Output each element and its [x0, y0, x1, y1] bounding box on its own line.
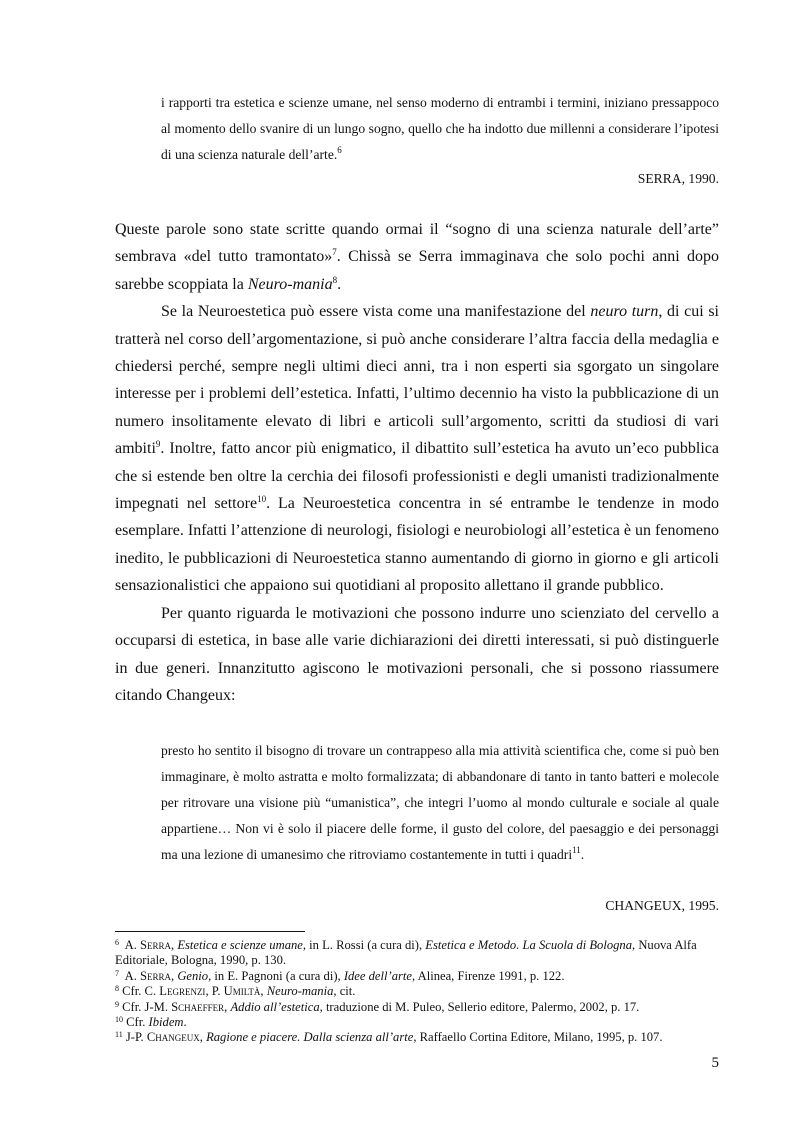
footnote: $^9$ Cfr. J-M. Schaeffer, Addio all’estetica, traduzione di M. Puleo, Sellerio editore, Palermo, 2002, p. 17. — [115, 999, 640, 1014]
footnote-ref[interactable]: 6 — [337, 145, 342, 155]
footnote-ref[interactable]: 11 — [572, 845, 581, 855]
page-number: 5 — [711, 1055, 719, 1071]
footnote: $^6$ A. Serra, Estetica e scienze umane, in L. Rossi (a cura di), Estetica e Metodo. La Scuola di Bologna, Nuova Alfa Editoriale, Bologna, 1990, p. 130. — [115, 938, 697, 968]
quote-text: presto ho sentito il bisogno di trovare un contrappeso alla mia attività scientifica che, come si può ben immaginare, è molto astratta e molto formalizzata; di abbandonare di tanto in tanto batteri e molecole per ritrovare una visione più “umanistica”, che integri l’uomo al mondo culturale e sociale al quale appartiene… Non vi è solo il piacere delle forme, il gusto del colore, del paesaggio e dei personaggi ma una lezione di umanesimo che ritroviamo costantemente in tutti i quadri — [161, 743, 719, 862]
block-quote-changeux: presto ho sentito il bisogno di trovare un contrappeso alla mia attività scientifica che, come si può ben immaginare, è molto astratta e molto formalizzata; di abbandonare di tanto in tanto batteri e molecole per ritrovare una visione più “umanistica”, che integri l’uomo al mondo culturale e sociale al quale appartiene… Non vi è solo il piacere delle forme, il gusto del colore, del paesaggio e dei personaggi ma una lezione di umanesimo che ritroviamo costantemente in tutti i quadri$^{11}$. — [161, 743, 719, 862]
footnote-ref[interactable]: 9 — [155, 439, 161, 450]
footnote-ref[interactable]: 8 — [332, 274, 338, 285]
footnote-ref[interactable]: 10 — [257, 494, 267, 505]
footnote: $^7$ A. Serra, Genio, in E. Pagnoni (a cura di), Idee dell’arte, Alinea, Firenze 1991, p. 122. — [115, 968, 565, 983]
footnote-ref[interactable]: 7 — [332, 247, 337, 258]
quote-attribution: CHANGEUX, 1995. — [605, 898, 719, 913]
paragraph: Queste parole sono state scritte quando ormai il “sogno di una scienza naturale dell’arte” sembrava «del tutto tramontato»$^7$. Chissà se Serra immaginava che solo pochi anni dopo sarebbe scoppiata la Neuro-mania$^8$. — [115, 221, 719, 293]
footnotes — [115, 938, 719, 1046]
footnote: $^8$ Cfr. C. Legrenzi, P. Umiltà, Neuro-mania, cit. — [115, 984, 356, 999]
paragraph: Se la Neuroestetica può essere vista come una manifestazione del neuro turn, di cui si tratterà nel corso dell’argomentazione, si può anche considerare l’altra faccia della medaglia e chiedersi perché, sempre negli ultimi dieci anni, tra i non esperti sia sgorgato un singolare interesse per i problemi dell’estetica. Infatti, l’ultimo decennio ha visto la pubblicazione di un numero insolitamente elevato di libri e articoli sull’argomento, scritti da studiosi di vari ambiti$^9$. Inoltre, fatto ancor più enigmatico, il dibattito sull’estetica ha avuto un’eco pubblica che si estende ben oltre la cerchia dei filosofi professionisti e degli umanisti tradizionalmente impegnati nel settore$^{10}$. La Neuroestetica concentra in sé entrambe le tendenze in modo esemplare. Infatti l’attenzione di neurologi, fisiologi e neurobiologi all’estetica è un fenomeno inedito, le pubblicazioni di Neuroestetica stanno aumentando di giorno in giorno e gli articoli sensazionalistici che appaiono sui quotidiani al proposito allettano il grande pubblico. — [115, 303, 720, 595]
footnote: $^{10}$ Cfr. Ibidem. — [115, 1015, 187, 1030]
paragraph: Per quanto riguarda le motivazioni che possono indurre uno scienziato del cervello a occuparsi di estetica, in base alle varie dichiarazioni dei diretti interessati, si può distinguerle in due generi. Innanzitutto agiscono le motivazioni personali, che si possono riassumere citando Changeux: — [115, 604, 719, 704]
block-quote-serra — [161, 90, 719, 168]
footnote-separator — [115, 931, 305, 932]
body-text — [115, 216, 719, 709]
quote-text: i rapporti tra estetica e scienze umane, nel senso moderno di entrambi i termini, iniziano pressappoco al momento dello svanire di un lungo sogno, quello che ha indotto due millenni a considerare l’ipotesi di una scienza naturale dell’arte. — [161, 95, 719, 162]
footnote: $^{11}$ J-P. Changeux, Ragione e piacere. Dalla scienza all’arte, Raffaello Cortina Editore, Milano, 1995, p. 107. — [115, 1030, 663, 1045]
quote-attribution: SERRA, 1990. — [637, 171, 719, 186]
